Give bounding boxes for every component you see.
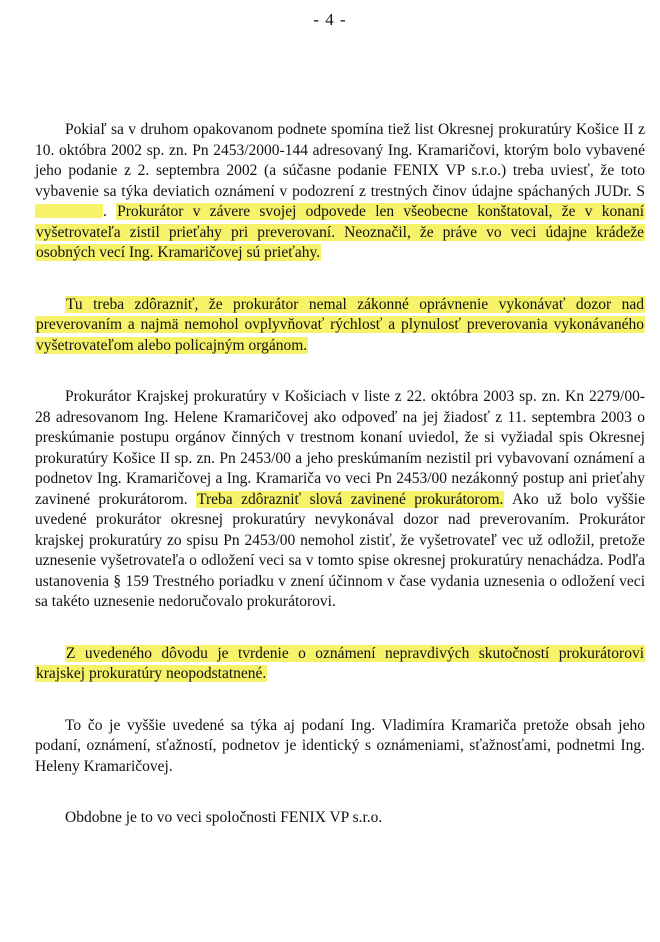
page-number: - 4 -: [313, 10, 347, 29]
paragraph-3-text-2: Ako už bolo vyššie uvedené prokurátor okresnej prokuratúry nevykonával dozor nad preverovaním. Prokurátor krajskej prokuratúry zo spisu Pn 2453/00 nemohol zistiť, že vyšetrovateľ vec už odložil, pretože uznesenie vyšetrovateľa o odložení veci sa v tomto spise okresnej prokuratúry nenachádza. Podľa ustanovenia § 159 Trestného poriadku v znení účinnom v čase vydania uznesenia o odložení veci sa takéto uznesenie nedoručovalo prokurátorovi.: [35, 490, 645, 610]
paragraph-1-text: Pokiaľ sa v druhom opakovanom podnete spomína tiež list Okresnej prokuratúry Košice II z 10. októbra 2002 sp. zn. Pn 2453/2000-144 adresovaný Ing. Kramaričovi, ktorým bolo vybavené jeho podanie z 2. septembra 2002 (a súčasne podanie FENIX VP s.r.o.) treba uviesť, že toto vybavenie sa týka deviatich oznámení v podozrení z trestných činov údajne spáchaných JUDr. S: [35, 121, 645, 200]
redaction-mark: [35, 204, 103, 218]
document-body: [35, 120, 645, 860]
paragraph-4-highlight: Z uvedeného dôvodu je tvrdenie o oznámení nepravdivých skutočností prokurátorovi krajskej prokuratúry neopodstatnené.: [36, 644, 644, 682]
paragraph-1-highlight: Prokurátor v závere svojej odpovede len všeobecne konštatoval, že v konaní vyšetrovateľa zistil prieťahy pri preverovaní. Neoznačil, že práve vo veci údajne krádeže osobných vecí Ing. Kramaričovej sú prieťahy.: [36, 203, 644, 261]
paragraph-3-text: Prokurátor Krajskej prokuratúry v Košiciach v liste z 22. októbra 2003 sp. zn. Kn 2279/00-28 adresovanom Ing. Helene Kramaričovej ako odpoveď na jej žiadosť z 11. septembra 2003 o preskúmanie postupu orgánov činných v trestnom konaní uviedol, že si vyžiadal spis Okresnej prokuratúry Košice II sp. zn. Pn 2453/00 a jeho preskúmaním nezistil pri vybavovaní oznámení a podnetov Ing. Kramaričovej a Ing. Kramariča vo veci Pn 2453/00 nezákonný postup ani prieťahy zavinené prokurátorom.: [35, 388, 645, 508]
paragraph-3-highlight: Treba zdôrazniť slová zavinené prokurátorom.: [197, 490, 504, 508]
paragraph-2-highlight: Tu treba zdôrazniť, že prokurátor nemal zákonné oprávnenie vykonávať dozor nad preverovaním a najmä nemohol ovplyvňovať rýchlosť a plynulosť preverovania vykonávaného vyšetrovateľom alebo policajným orgánom.: [36, 295, 644, 354]
paragraph-2: [35, 295, 645, 357]
paragraph-6-text: Obdobne je to vo veci spoločnosti FENIX VP s.r.o.: [65, 809, 383, 826]
paragraph-3: [35, 387, 645, 613]
paragraph-1: [35, 120, 645, 264]
paragraph-6: [35, 808, 645, 829]
paragraph-5: [35, 716, 645, 778]
paragraph-5-text: To čo je vyššie uvedené sa týka aj podaní Ing. Vladimíra Kramariča pretože obsah jeho podaní, oznámení, sťažností, podnetov je identický s oznámeniami, sťažnosťami, podnetmi Ing. Heleny Kramaričovej.: [35, 716, 645, 775]
paragraph-1-text-2: .: [103, 203, 117, 220]
paragraph-4: [35, 644, 645, 685]
